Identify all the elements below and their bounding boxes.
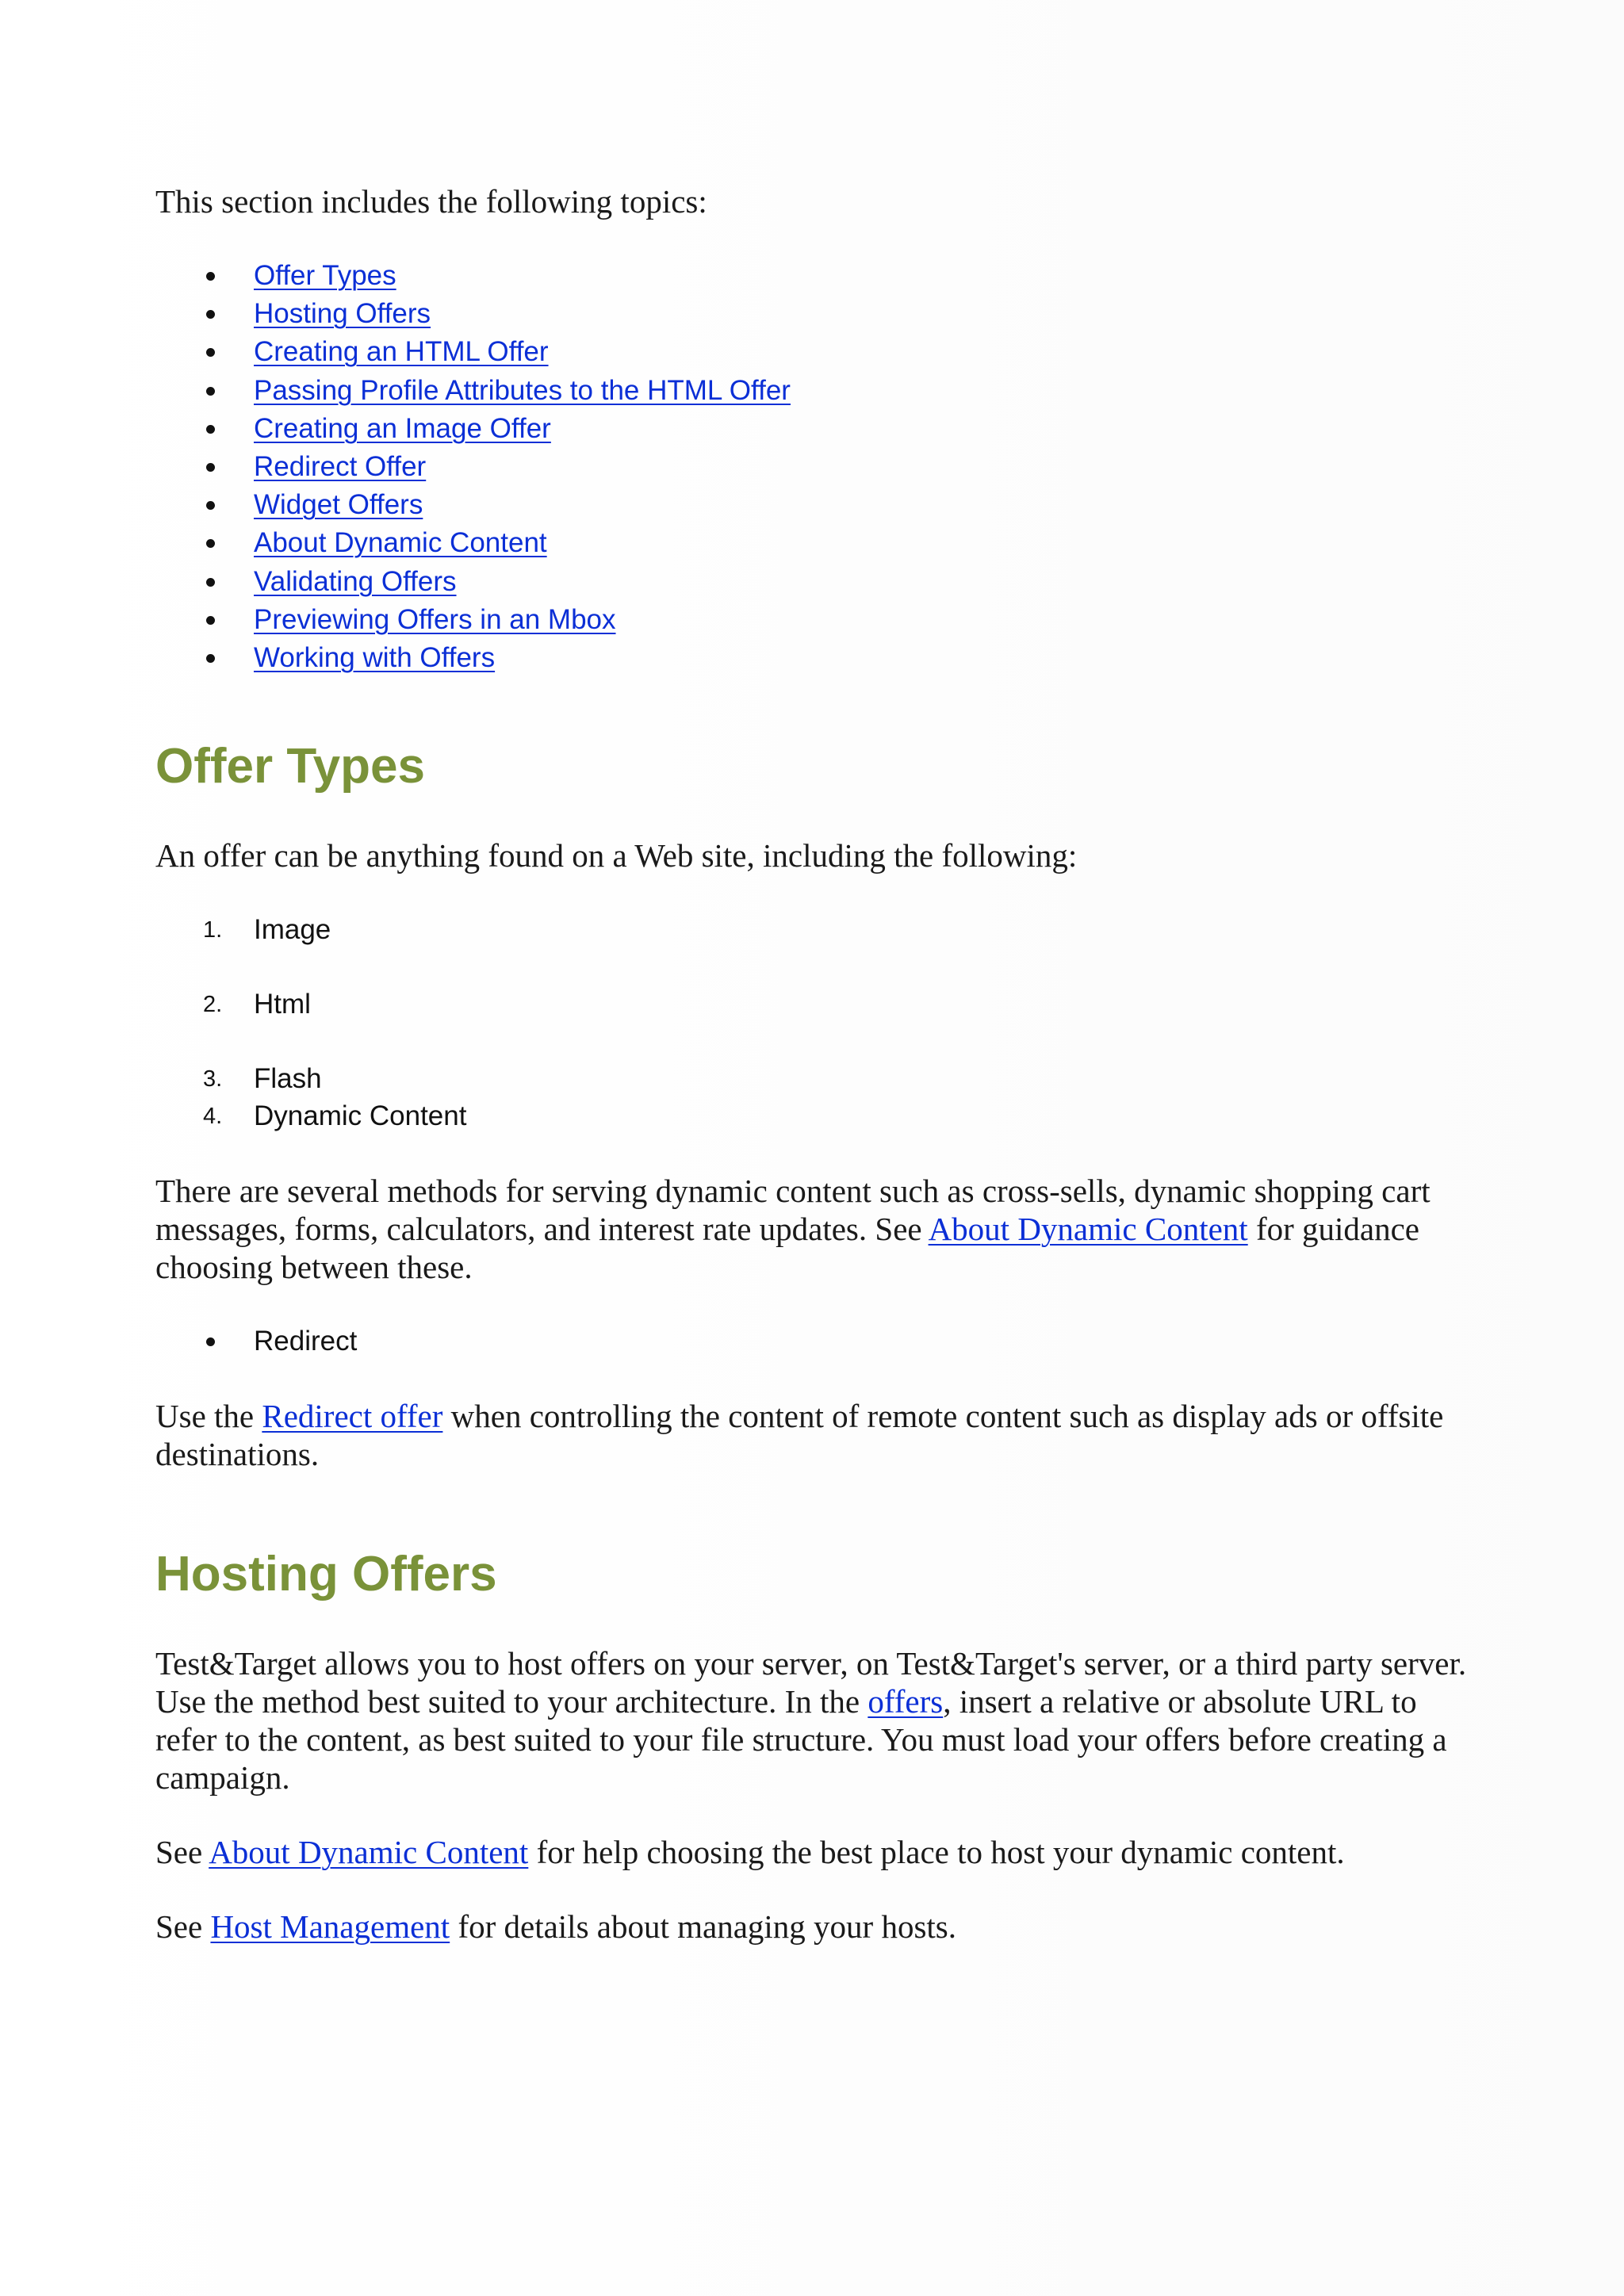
- bullet-icon: [206, 1337, 215, 1346]
- list-item: [155, 448, 1472, 486]
- list-item: [155, 410, 1472, 448]
- bullet-icon: [206, 616, 215, 625]
- topic-link-previewing-offers[interactable]: Previewing Offers in an Mbox: [254, 603, 616, 635]
- offer-types-heading: Offer Types: [155, 739, 425, 794]
- paragraph-text: There are several methods for serving dynamic content such as cross-sells, dynamic shopping cart messages, forms, calculators, and interest rate updates. See: [155, 1173, 1431, 1248]
- topic-link-creating-image-offer[interactable]: Creating an Image Offer: [254, 412, 551, 444]
- list-item: [155, 372, 1472, 410]
- list-item: [155, 911, 1472, 949]
- bullet-icon: [206, 463, 215, 472]
- about-dynamic-content-link-2[interactable]: About Dynamic Content: [209, 1834, 529, 1871]
- redirect-paragraph: [155, 1397, 1472, 1473]
- document-content: [155, 182, 1472, 1946]
- host-management-link[interactable]: Host Management: [210, 1908, 450, 1946]
- topic-link-about-dynamic-content[interactable]: About Dynamic Content: [254, 527, 547, 559]
- topic-link-hosting-offers[interactable]: Hosting Offers: [254, 298, 431, 330]
- list-item: [155, 333, 1472, 371]
- about-dynamic-content-link[interactable]: About Dynamic Content: [928, 1211, 1248, 1248]
- list-item: [155, 524, 1472, 562]
- paragraph-text: for help choosing the best place to host your dynamic content.: [528, 1834, 1345, 1871]
- paragraph-text: for guidance choosing between these.: [155, 1211, 1419, 1286]
- bullet-icon: [206, 654, 215, 663]
- paragraph-text: Test&Target allows you to host offers on your server, on Test&Target's server, or a third party server. Use the method best suited to your architecture. In the: [155, 1645, 1467, 1720]
- bullet-icon: [206, 348, 215, 357]
- hosting-paragraph: [155, 1644, 1472, 1797]
- list-number: 2.: [203, 992, 223, 1018]
- list-item: [155, 295, 1472, 333]
- redirect-offer-link[interactable]: Redirect offer: [262, 1398, 443, 1435]
- paragraph-text: Use the: [155, 1398, 262, 1435]
- bullet-icon: [206, 539, 215, 548]
- paragraph-text: when controlling the content of remote content such as display ads or offsite destinations.: [155, 1398, 1444, 1473]
- topic-link-redirect-offer[interactable]: Redirect Offer: [254, 450, 427, 482]
- list-item: [155, 639, 1472, 677]
- hosting-offers-heading: Hosting Offers: [155, 1547, 497, 1602]
- list-item: [155, 1097, 1472, 1135]
- list-item-label: Image: [254, 914, 331, 946]
- offer-types-intro: An offer can be anything found on a Web site, including the following:: [155, 837, 1078, 874]
- bullet-icon: [206, 425, 215, 434]
- dynamic-content-paragraph: [155, 1172, 1472, 1286]
- list-item: [155, 601, 1472, 639]
- list-item: [155, 257, 1472, 295]
- list-item-label: Html: [254, 989, 311, 1020]
- list-number: 1.: [203, 917, 223, 943]
- list-item: [155, 985, 1472, 1024]
- offers-link[interactable]: offers: [868, 1683, 944, 1720]
- intro-text: This section includes the following topics:: [155, 183, 707, 220]
- see-dynamic-content-paragraph: [155, 1833, 1472, 1871]
- topic-list: [155, 257, 1472, 677]
- bullet-icon: [206, 387, 215, 396]
- list-item: [155, 1060, 1472, 1098]
- bullet-icon: [206, 501, 215, 510]
- topic-link-validating-offers[interactable]: Validating Offers: [254, 565, 457, 597]
- bullet-icon: [206, 272, 215, 281]
- paragraph-text: for details about managing your hosts.: [450, 1908, 956, 1946]
- list-number: 4.: [203, 1104, 223, 1130]
- topic-link-offer-types[interactable]: Offer Types: [254, 260, 396, 291]
- list-item-label: Flash: [254, 1063, 322, 1095]
- topic-link-creating-html-offer[interactable]: Creating an HTML Offer: [254, 336, 549, 368]
- list-item-label: Dynamic Content: [254, 1100, 467, 1132]
- list-item: [155, 563, 1472, 601]
- topic-link-widget-offers[interactable]: Widget Offers: [254, 489, 423, 521]
- list-number: 3.: [203, 1066, 223, 1093]
- list-item: [155, 1322, 1472, 1360]
- bullet-icon: [206, 310, 215, 319]
- paragraph-text: , insert a relative or absolute URL to refer to the content, as best suited to your file structure. You must load your offers before creating a campaign.: [155, 1683, 1447, 1797]
- offer-types-list: [155, 911, 1472, 1135]
- redirect-bullet-list: [155, 1322, 1472, 1360]
- paragraph-text: See: [155, 1834, 209, 1871]
- bullet-icon: [206, 578, 215, 587]
- list-item-label: Redirect: [254, 1326, 358, 1357]
- see-host-management-paragraph: [155, 1908, 1472, 1946]
- topic-link-working-with-offers[interactable]: Working with Offers: [254, 641, 496, 673]
- paragraph-text: See: [155, 1908, 211, 1946]
- list-item: [155, 486, 1472, 524]
- topic-link-passing-profile-attributes[interactable]: Passing Profile Attributes to the HTML Offer: [254, 374, 791, 406]
